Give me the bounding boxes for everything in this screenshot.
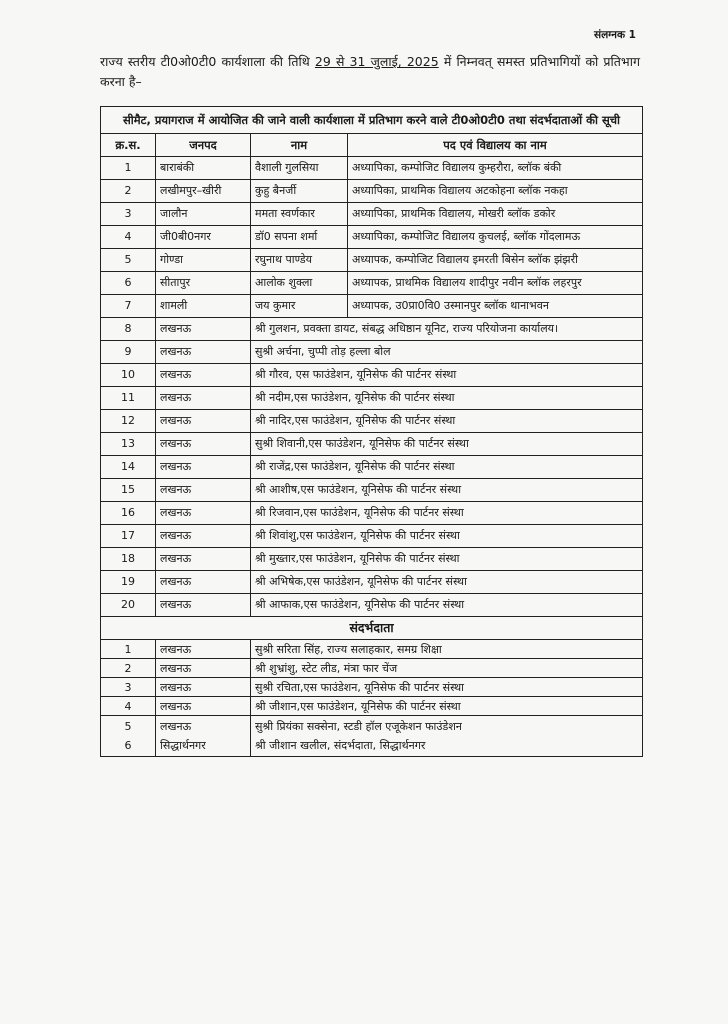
- table-row: [101, 678, 643, 697]
- district-cell: लखीमपुर–खीरी: [156, 180, 251, 203]
- serial-cell: 1: [101, 157, 156, 180]
- table-row: [101, 548, 643, 571]
- district-cell: लखनऊ: [156, 364, 251, 387]
- table-row: [101, 716, 643, 757]
- details-cell: सुश्री सरिता सिंह, राज्य सलाहकार, समग्र शिक्षा: [251, 640, 643, 659]
- serial-cell: 6: [101, 272, 156, 295]
- post-cell: अध्यापिका, कम्पोजिट विद्यालय कुम्हरौरा, ब्लॉक बंकी: [348, 157, 643, 180]
- table-row: [101, 456, 643, 479]
- table-row: [101, 272, 643, 295]
- serial-number: 6: [124, 739, 132, 752]
- person-details: श्री जीशान खलील, संदर्भदाता, सिद्धार्थनगर: [255, 739, 426, 752]
- intro-text-before: राज्य स्तरीय टी0ओ0टी0 कार्यशाला की तिथि: [100, 54, 315, 69]
- name-cell: कुहु बैनर्जी: [251, 180, 348, 203]
- table-row: [101, 479, 643, 502]
- table-row: [101, 410, 643, 433]
- district-cell: लखनऊ: [156, 659, 251, 678]
- district-cell: लखनऊ: [156, 594, 251, 617]
- district-cell: लखनऊ: [156, 697, 251, 716]
- district-cell: लखनऊ: [156, 678, 251, 697]
- serial-cell: 3: [101, 678, 156, 697]
- post-cell: अध्यापक, प्राथमिक विद्यालय शादीपुर नवीन ब्लॉक लहरपुर: [348, 272, 643, 295]
- serial-cell: 5: [101, 249, 156, 272]
- serial-cell: 10: [101, 364, 156, 387]
- serial-cell: 15: [101, 479, 156, 502]
- district-cell: सीतापुर: [156, 272, 251, 295]
- name-cell: जय कुमार: [251, 295, 348, 318]
- serial-cell: 3: [101, 203, 156, 226]
- serial-cell: 7: [101, 295, 156, 318]
- resource-persons: [101, 640, 643, 716]
- post-cell: अध्यापिका, कम्पोजिट विद्यालय कुचलई, ब्लॉक गोंदलामऊ: [348, 226, 643, 249]
- district-cell: लखनऊ: [156, 410, 251, 433]
- intro-paragraph: [100, 52, 640, 92]
- district-cell: जी0बी0नगर: [156, 226, 251, 249]
- table-row: [101, 502, 643, 525]
- district-cell: गोण्डा: [156, 249, 251, 272]
- details-cell: [251, 716, 643, 757]
- post-cell: अध्यापिका, प्राथमिक विद्यालय, मोखरी ब्लॉक डकोर: [348, 203, 643, 226]
- table-row: [101, 180, 643, 203]
- details-cell: श्री गौरव, एस फाउंडेशन, यूनिसेफ की पार्टनर संस्था: [251, 364, 643, 387]
- district-cell: लखनऊ: [156, 525, 251, 548]
- district-cell: शामली: [156, 295, 251, 318]
- serial-cell: 8: [101, 318, 156, 341]
- serial-cell: 17: [101, 525, 156, 548]
- table-row: [101, 433, 643, 456]
- table-row: [101, 659, 643, 678]
- table-row: [101, 318, 643, 341]
- post-cell: अध्यापक, उ0प्रा0वि0 उस्मानपुर ब्लॉक थानाभवन: [348, 295, 643, 318]
- district-cell: [156, 716, 251, 757]
- table-title-row: [101, 107, 643, 134]
- table-row: [101, 697, 643, 716]
- district-cell: लखनऊ: [156, 548, 251, 571]
- table-header-row: [101, 134, 643, 157]
- district-cell: बाराबंकी: [156, 157, 251, 180]
- details-cell: श्री शुभ्रांशु, स्टेट लीड, मंत्रा फार चेंज: [251, 659, 643, 678]
- details-cell: श्री मुख्तार,एस फाउंडेशन, यूनिसेफ की पार्टनर संस्था: [251, 548, 643, 571]
- district-cell: लखनऊ: [156, 571, 251, 594]
- person-details: सुश्री प्रियंका सक्सेना, स्टडी हॉल एजूकेशन फाउंडेशन: [255, 720, 462, 733]
- header-name: नाम: [251, 134, 348, 157]
- table-row: [101, 295, 643, 318]
- details-cell: श्री नदीम,एस फाउंडेशन, यूनिसेफ की पार्टनर संस्था: [251, 387, 643, 410]
- serial-cell: 4: [101, 697, 156, 716]
- details-cell: सुश्री रचिता,एस फाउंडेशन, यूनिसेफ की पार्टनर संस्था: [251, 678, 643, 697]
- district-name: लखनऊ: [160, 720, 192, 733]
- serial-cell: 2: [101, 659, 156, 678]
- details-cell: श्री नादिर,एस फाउंडेशन, यूनिसेफ की पार्टनर संस्था: [251, 410, 643, 433]
- resource-heading-row: [101, 617, 643, 640]
- table-row: [101, 341, 643, 364]
- intro-text-after: में निम्नवत् समस्त प्रतिभागियों को प्रतिभाग करना है–: [100, 54, 640, 89]
- details-cell: श्री जीशान,एस फाउंडेशन, यूनिसेफ की पार्टनर संस्था: [251, 697, 643, 716]
- details-cell: श्री गुलशन, प्रवक्ता डायट, संबद्ध अधिष्ठान यूनिट, राज्य परियोजना कार्यालय।: [251, 318, 643, 341]
- name-cell: रघुनाथ पाण्डेय: [251, 249, 348, 272]
- table-row: [101, 594, 643, 617]
- table-row: [101, 525, 643, 548]
- district-name: सिद्धार्थनगर: [160, 739, 206, 752]
- district-cell: लखनऊ: [156, 433, 251, 456]
- participants-group-b: [101, 318, 643, 617]
- serial-cell: 11: [101, 387, 156, 410]
- annexure-label: संलग्नक 1: [593, 29, 636, 41]
- serial-cell: 1: [101, 640, 156, 659]
- details-cell: सुश्री अर्चना, चुप्पी तोड़ हल्ला बोल: [251, 341, 643, 364]
- table-row: [101, 226, 643, 249]
- table-row: [101, 387, 643, 410]
- name-cell: आलोक शुक्ला: [251, 272, 348, 295]
- table-row: [101, 157, 643, 180]
- serial-cell: 20: [101, 594, 156, 617]
- name-cell: डॉ0 सपना शर्मा: [251, 226, 348, 249]
- serial-cell: 13: [101, 433, 156, 456]
- name-cell: वैशाली गुलसिया: [251, 157, 348, 180]
- table-title: सीमैट, प्रयागराज में आयोजित की जाने वाली कार्यशाला में प्रतिभाग करने वाले टी0ओ0टी0 तथा संदर्भदाताओं की सूची: [101, 107, 643, 134]
- table-row: [101, 571, 643, 594]
- resource-heading: संदर्भदाता: [101, 617, 643, 640]
- header-post: पद एवं विद्यालय का नाम: [348, 134, 643, 157]
- district-cell: लखनऊ: [156, 387, 251, 410]
- details-cell: सुश्री शिवानी,एस फाउंडेशन, यूनिसेफ की पार्टनर संस्था: [251, 433, 643, 456]
- serial-cell: 4: [101, 226, 156, 249]
- workshop-dates: 29 से 31 जुलाई, 2025: [314, 54, 439, 69]
- post-cell: अध्यापक, कम्पोजिट विद्यालय इमरती बिसेन ब्लॉक झंझरी: [348, 249, 643, 272]
- table-row: [101, 249, 643, 272]
- district-cell: लखनऊ: [156, 456, 251, 479]
- table-row: [101, 640, 643, 659]
- details-cell: श्री शिवांशु,एस फाउंडेशन, यूनिसेफ की पार्टनर संस्था: [251, 525, 643, 548]
- details-cell: श्री आफाक,एस फाउंडेशन, यूनिसेफ की पार्टनर संस्था: [251, 594, 643, 617]
- district-cell: लखनऊ: [156, 640, 251, 659]
- details-cell: श्री आशीष,एस फाउंडेशन, यूनिसेफ की पार्टनर संस्था: [251, 479, 643, 502]
- serial-number: 5: [124, 720, 132, 733]
- resource-last-group: [101, 716, 643, 757]
- district-cell: जालौन: [156, 203, 251, 226]
- resource-section: [101, 617, 643, 640]
- serial-cell: 2: [101, 180, 156, 203]
- participants-group-a: [101, 157, 643, 318]
- table-row: [101, 203, 643, 226]
- district-cell: लखनऊ: [156, 318, 251, 341]
- serial-cell: 18: [101, 548, 156, 571]
- participants-table: [100, 106, 643, 757]
- name-cell: ममता स्वर्णकार: [251, 203, 348, 226]
- serial-cell: [101, 716, 156, 757]
- serial-cell: 9: [101, 341, 156, 364]
- district-cell: लखनऊ: [156, 479, 251, 502]
- serial-cell: 16: [101, 502, 156, 525]
- district-cell: लखनऊ: [156, 341, 251, 364]
- serial-cell: 19: [101, 571, 156, 594]
- details-cell: श्री रिजवान,एस फाउंडेशन, यूनिसेफ की पार्टनर संस्था: [251, 502, 643, 525]
- serial-cell: 14: [101, 456, 156, 479]
- district-cell: लखनऊ: [156, 502, 251, 525]
- details-cell: श्री राजेंद्र,एस फाउंडेशन, यूनिसेफ की पार्टनर संस्था: [251, 456, 643, 479]
- post-cell: अध्यापिका, प्राथमिक विद्यालय अटकोहना ब्लॉक नकहा: [348, 180, 643, 203]
- details-cell: श्री अभिषेक,एस फाउंडेशन, यूनिसेफ की पार्टनर संस्था: [251, 571, 643, 594]
- serial-cell: 12: [101, 410, 156, 433]
- header-district: जनपद: [156, 134, 251, 157]
- table-row: [101, 364, 643, 387]
- header-serial: क्र.स.: [101, 134, 156, 157]
